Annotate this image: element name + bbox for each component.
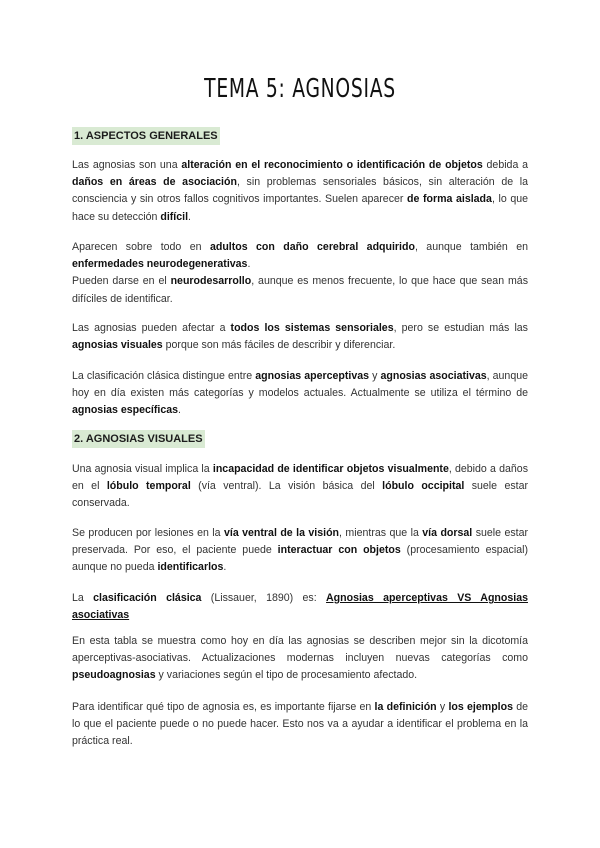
bold-text: agnosias específicas — [72, 404, 178, 417]
page-title: TEMA 5: AGNOSIAS — [204, 74, 396, 104]
bold-text: difícil — [160, 210, 189, 223]
paragraph-definicion: Las agnosias son una alteración en el reconocimiento o identificación de objetos debida a daños en áreas de asociación, sin problemas sensoriales básicos, sin alteración de la consciencia y sin otros fallos cognitivos importantes. Suelen aparecer de forma aislada, lo que hace su detección difícil. — [72, 159, 529, 223]
paragraph-clasificacion: La clasificación clásica distingue entre agnosias aperceptivas y agnosias asociativas, aunque hoy en día existen más categorías y modelos actuales. Actualmente se utiliza el término de agnosias específicas. — [72, 370, 528, 417]
bold-text: agnosias aperceptivas — [255, 370, 370, 382]
bold-text: lóbulo temporal — [106, 480, 191, 493]
bold-text: la definición — [374, 701, 437, 713]
bold-text: identificarlos — [157, 561, 224, 574]
bold-text: de forma aislada — [407, 193, 492, 206]
bold-text: alteración en el reconocimiento o identificación de objetos — [181, 159, 483, 171]
bold-text: lóbulo occipital — [382, 480, 465, 493]
paragraph-lissauer: La clasificación clásica (Lissauer, 1890) es: Agnosias aperceptivas VS Agnosias asociativas — [72, 592, 528, 622]
bold-text: pseudoagnosias — [72, 669, 156, 682]
bold-text: interactuar con objetos — [277, 544, 401, 557]
bold-text: clasificación clásica — [93, 592, 202, 604]
bold-text: vía ventral de la visión — [223, 527, 340, 539]
bold-text: adultos con daño cerebral adquirido — [209, 241, 415, 253]
bold-text: neurodesarrollo — [170, 275, 252, 288]
paragraph-tabla: En esta tabla se muestra como hoy en día las agnosias se describen mejor sin la dicotomía aperceptivas-asociativas. Actualizaciones modernas incluyen nuevas categorías como pseudoagnosias y variaciones según el tipo de procesamiento afectado. — [72, 635, 528, 682]
bold-text: todos los sistemas sensoriales — [230, 322, 394, 334]
bold-text: los ejemplos — [448, 701, 513, 713]
paragraph-lesiones: Se producen por lesiones en la vía ventral de la visión, mientras que la vía dorsal suele estar preservada. Por eso, el paciente puede interactuar con objetos (procesamiento espacial) aunque no pueda identificarlos. — [72, 527, 529, 574]
section-heading-visuales: 2. AGNOSIAS VISUALES — [72, 430, 205, 448]
paragraph-agnosia-visual: Una agnosia visual implica la incapacidad de identificar objetos visualmente, debido a daños en el lóbulo temporal (vía ventral). La visión básica del lóbulo occipital suele estar conservada. — [72, 463, 528, 510]
classification-link[interactable]: Agnosias aperceptivas VS Agnosias asociativas — [72, 592, 528, 622]
bold-text: agnosias visuales — [72, 339, 163, 352]
paragraph-sistemas: Las agnosias pueden afectar a todos los sistemas sensoriales, pero se estudian más las agnosias visuales porque son más fáciles de describir y diferenciar. — [72, 322, 528, 352]
paragraph-identificar: Para identificar qué tipo de agnosia es, es importante fijarse en la definición y los ejemplos de lo que el paciente puede o no puede hacer. Esto nos va a ayudar a identificar el problema en la práctica real. — [72, 701, 529, 748]
section-heading-aspectos: 1. ASPECTOS GENERALES — [72, 127, 220, 145]
bold-text: vía dorsal — [422, 527, 473, 539]
bold-text: daños en áreas de asociación — [72, 176, 237, 189]
bold-text: agnosias asociativas — [380, 370, 487, 382]
bold-text: incapacidad de identificar objetos visualmente — [212, 463, 449, 475]
paragraph-aparicion: Aparecen sobre todo en adultos con daño cerebral adquirido, aunque también en enfermedades neurodegenerativas. Pueden darse en el neurodesarrollo, aunque es menos frecuente, lo que hace que sean más difíciles de identificar. — [72, 241, 528, 305]
bold-text: enfermedades neurodegenerativas — [72, 258, 248, 271]
